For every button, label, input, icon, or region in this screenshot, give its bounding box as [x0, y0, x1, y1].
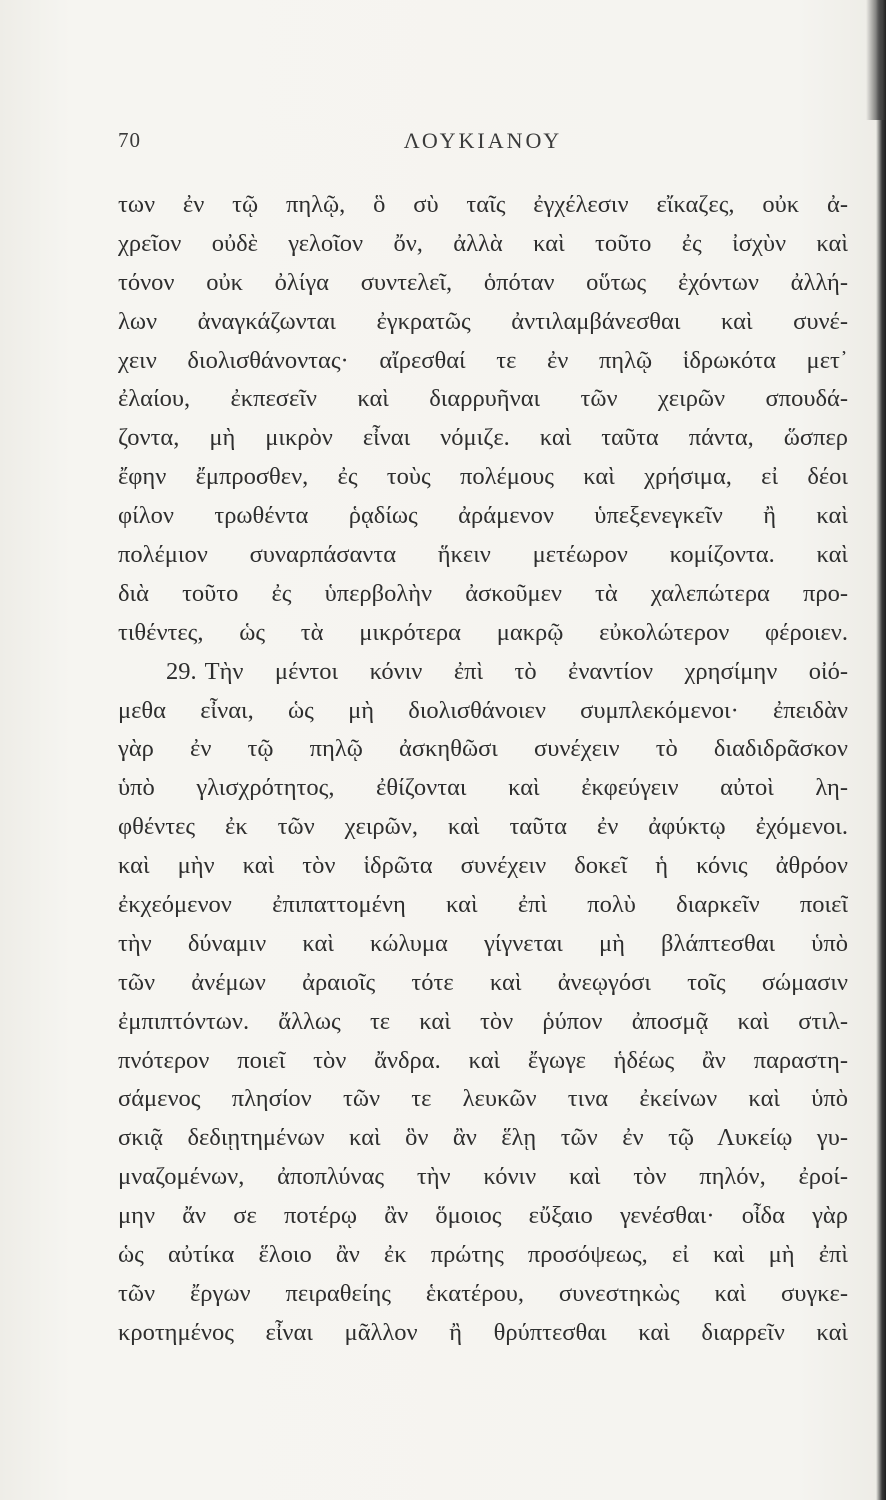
section-start-line [118, 653, 848, 692]
text-line: φίλον τρωθέντα ῥᾳδίως ἀράμενον ὑπεξενεγκεῖν ἢ καὶ [118, 502, 848, 530]
text-line: χρεῖον οὐδὲ γελοῖον ὄν, ἀλλὰ καὶ τοῦτο ἐς ἰσχὺν καὶ [118, 229, 848, 257]
text-line: ὑπὸ γλισχρότητος, ἐθίζονται καὶ ἐκφεύγειν αὐτοὶ λη- [118, 774, 848, 802]
text-line: ζοντα, μὴ μικρὸν εἶναι νόμιζε. καὶ ταῦτα πάντα, ὥσπερ [118, 424, 848, 452]
text-line: γὰρ ἐν τῷ πηλῷ ἀσκηθῶσι συνέχειν τὸ διαδιδρᾶσκον [118, 735, 848, 763]
text-line: τὴν δύναμιν καὶ κώλυμα γίγνεται μὴ βλάπτεσθαι ὑπὸ [118, 929, 848, 957]
page-number: 70 [118, 128, 141, 152]
text-line: ἐκχεόμενον ἐπιπαττομένη καὶ ἐπὶ πολὺ διαρκεῖν ποιεῖ [118, 891, 848, 919]
section-start-text: Τὴν μέντοι κόνιν ἐπὶ τὸ ἐναντίον χρησίμην οἰό- [204, 657, 848, 685]
text-line: χειν διολισθάνοντας· αἴρεσθαί τε ἐν πηλῷ ἱδρωκότα μετ᾽ [118, 346, 848, 374]
body-text [118, 186, 848, 1353]
text-line: καὶ μὴν καὶ τὸν ἱδρῶτα συνέχειν δοκεῖ ἡ κόνις ἀθρόον [118, 852, 848, 880]
text-line: τῶν ἔργων πειραθείης ἑκατέρου, συνεστηκὼς καὶ συγκε- [118, 1279, 848, 1307]
text-line: διὰ τοῦτο ἐς ὑπερβολὴν ἀσκοῦμεν τὰ χαλεπώτερα προ- [118, 579, 848, 607]
page-edge-shadow [876, 0, 886, 1500]
text-line: τόνον οὐκ ὀλίγα συντελεῖ, ὁπόταν οὕτως ἐχόντων ἀλλή- [118, 268, 848, 296]
section-number: 29. [166, 657, 197, 685]
text-line: τῶν ἀνέμων ἀραιοῖς τότε καὶ ἀνεῳγόσι τοῖς σώμασιν [118, 968, 848, 996]
page-header [118, 128, 848, 160]
text-line: ἔφην ἔμπροσθεν, ἐς τοὺς πολέμους καὶ χρήσιμα, εἰ δέοι [118, 463, 848, 491]
text-line: λων ἀναγκάζωνται ἐγκρατῶς ἀντιλαμβάνεσθαι καὶ συνέ- [118, 307, 848, 335]
text-line: φθέντες ἐκ τῶν χειρῶν, καὶ ταῦτα ἐν ἀφύκτῳ ἐχόμενοι. [118, 813, 848, 841]
text-line: των ἐν τῷ πηλῷ, ὃ σὺ ταῖς ἐγχέλεσιν εἴκαζες, οὐκ ἀ- [118, 191, 848, 218]
text-line: μναζομένων, ἀποπλύνας τὴν κόνιν καὶ τὸν πηλόν, ἐροί- [118, 1163, 848, 1191]
text-line: σκιᾷ δεδιῃτημένων καὶ ὃν ἂν ἕλῃ τῶν ἐν τῷ Λυκείῳ γυ- [118, 1124, 848, 1152]
text-line: ὡς αὐτίκα ἕλοιο ἂν ἐκ πρώτης προσόψεως, εἰ καὶ μὴ ἐπὶ [118, 1241, 848, 1269]
text-line: μεθα εἶναι, ὡς μὴ διολισθάνοιεν συμπλεκόμενοι· ἐπειδὰν [118, 696, 848, 724]
text-line: σάμενος πλησίον τῶν τε λευκῶν τινα ἐκείνων καὶ ὑπὸ [118, 1085, 848, 1113]
text-line: ἐλαίου, ἐκπεσεῖν καὶ διαρρυῆναι τῶν χειρῶν σπουδά- [118, 385, 848, 413]
text-line: πνότερον ποιεῖ τὸν ἄνδρα. καὶ ἔγωγε ἡδέως ἂν παραστη- [118, 1046, 848, 1074]
running-head: ΛΟΥΚΙΑΝΟΥ [403, 128, 563, 153]
page-edge-shadow-top [866, 0, 886, 120]
text-line: πολέμιον συναρπάσαντα ἥκειν μετέωρον κομίζοντα. καὶ [118, 541, 848, 569]
text-line: μην ἄν σε ποτέρῳ ἂν ὅμοιος εὔξαιο γενέσθαι· οἶδα γὰρ [118, 1202, 848, 1230]
text-line: ἐμπιπτόντων. ἄλλως τε καὶ τὸν ῥύπον ἀποσμᾷ καὶ στιλ- [118, 1007, 848, 1035]
text-line: κροτημένος εἶναι μᾶλλον ἢ θρύπτεσθαι καὶ διαρρεῖν καὶ [118, 1318, 848, 1346]
text-line: τιθέντες, ὡς τὰ μικρότερα μακρῷ εὐκολώτερον φέροιεν. [118, 618, 848, 646]
